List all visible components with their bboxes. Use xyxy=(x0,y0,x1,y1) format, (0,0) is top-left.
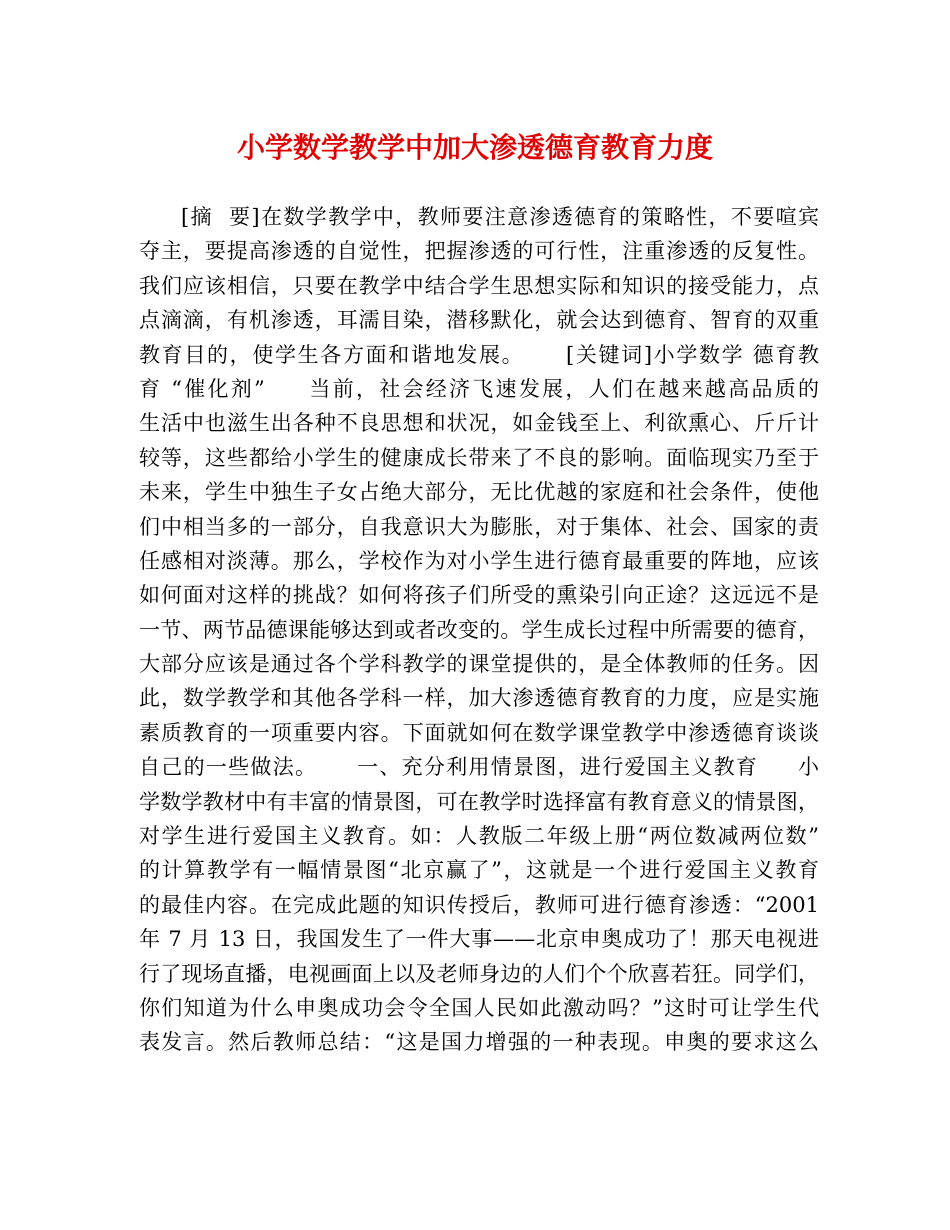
body-line: [摘 要]在数学教学中，教师要注意渗透德育的策略性，不要喧宾 xyxy=(181,205,819,229)
body-line: 素质教育的一项重要内容。下面就如何在数学课堂教学中渗透德育谈谈 xyxy=(139,720,819,745)
body-line: 行了现场直播，电视画面上以及老师身边的人们个个欣喜若狂。同学们， xyxy=(139,961,819,986)
body-line: 对学生进行爱国主义教育。如：人教版二年级上册“两位数减两位数” xyxy=(139,824,819,849)
body-line: 任感相对淡薄。那么，学校作为对小学生进行德育最重要的阵地，应该 xyxy=(139,548,819,573)
body-line: 的最佳内容。在完成此题的知识传授后，教师可进行德育渗透：“2001 xyxy=(139,892,819,917)
body-line: 夺主，要提高渗透的自觉性，把握渗透的可行性，注重渗透的反复性。 xyxy=(139,239,819,264)
body-line: 表发言。然后教师总结：“这是国力增强的一种表现。申奥的要求这么 xyxy=(139,1030,819,1055)
document-body xyxy=(139,200,819,1060)
body-line: 此，数学教学和其他各学科一样，加大渗透德育教育的力度，应是实施 xyxy=(139,686,819,711)
body-line: 较等，这些都给小学生的健康成长带来了不良的影响。面临现实乃至于 xyxy=(139,445,819,470)
body-line: 育 “催化剂” 当前，社会经济飞速发展，人们在越来越高品质的 xyxy=(139,376,819,401)
body-line: 我们应该相信，只要在教学中结合学生思想实际和知识的接受能力，点 xyxy=(139,273,819,298)
body-line: 未来，学生中独生子女占绝大部分，无比优越的家庭和社会条件，使他 xyxy=(139,480,819,505)
body-line: 生活中也滋生出各种不良思想和状况，如金钱至上、利欲熏心、斤斤计 xyxy=(139,411,819,436)
body-line: 年 7 月 13 日，我国发生了一件大事——北京申奥成功了！那天电视进 xyxy=(139,927,819,952)
body-line: 的计算教学有一幅情景图“北京赢了”，这就是一个进行爱国主义教育 xyxy=(139,858,819,883)
body-line: 如何面对这样的挑战？如何将孩子们所受的熏染引向正途？这远远不是 xyxy=(139,583,819,608)
body-line: 教育目的，使学生各方面和谐地发展。 [关键词]小学数学 德育教 xyxy=(139,342,819,367)
body-line: 一节、两节品德课能够达到或者改变的。学生成长过程中所需要的德育， xyxy=(139,617,819,642)
body-line: 大部分应该是通过各个学科教学的课堂提供的，是全体教师的任务。因 xyxy=(139,652,819,677)
body-line: 点滴滴，有机渗透，耳濡目染，潜移默化，就会达到德育、智育的双重 xyxy=(139,308,819,333)
body-line: 学数学教材中有丰富的情景图，可在教学时选择富有教育意义的情景图， xyxy=(139,789,819,814)
body-line: 你们知道为什么申奥成功会令全国人民如此激动吗？”这时可让学生代 xyxy=(139,995,819,1020)
document-title: 小学数学教学中加大渗透德育教育力度 xyxy=(236,131,713,164)
body-line: 们中相当多的一部分，自我意识大为膨胀，对于集体、社会、国家的责 xyxy=(139,514,819,539)
body-line: 自己的一些做法。 一、充分利用情景图，进行爱国主义教育 小 xyxy=(139,755,819,780)
